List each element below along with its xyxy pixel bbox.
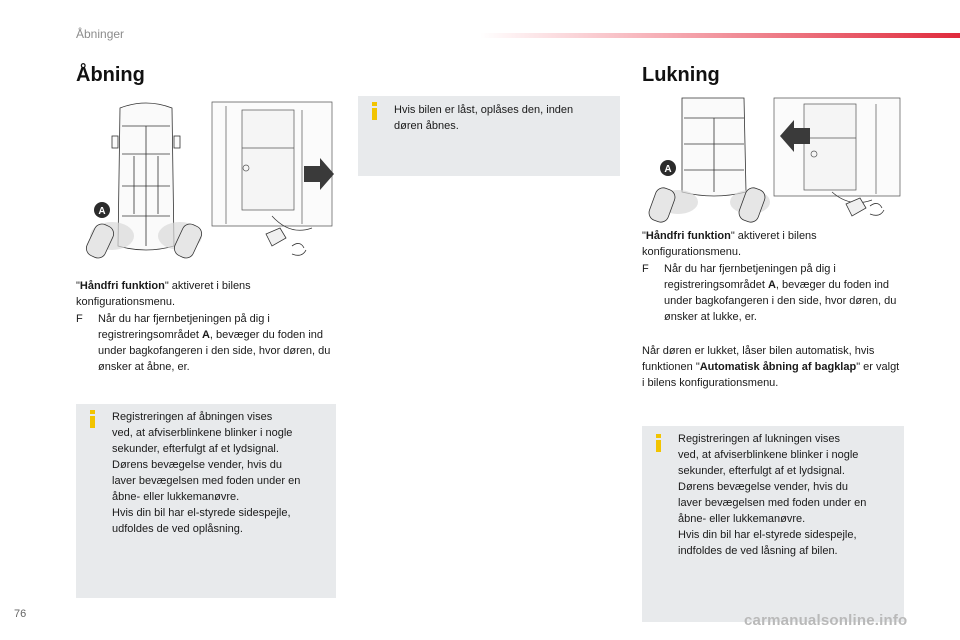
section-label: Åbninger: [76, 27, 125, 41]
opening-instructions: [76, 278, 338, 375]
closing-instructions: [642, 228, 904, 391]
info-locked-text: Hvis bilen er låst, oplåses den, inden døren åbnes.: [394, 104, 574, 132]
zone-label-a: [660, 160, 676, 176]
closing-illustration: [642, 96, 904, 226]
info-closing-text: Registreringen af lukningen vises ved, at afviserblinkene blinker i nogle sekunder, efterfulgt af et lydsignal. Dørens bevægelse vender, hvis du laver bevægelsen med foden under en åbne- eller lukkemanøvre. Hvis din bil har el-styrede sidespejle, indfoldes de ved låsning af bilen.: [678, 433, 867, 557]
closing-auto-lock: Når døren er lukket, låser bilen automatisk, hvis funktionen "Automatisk åbning af bagklap" er valgt i bilens konfigurationsmenu.: [642, 345, 900, 389]
info-box-closing-registration: [642, 426, 904, 622]
info-box-opening-registration: [76, 404, 336, 598]
closing-title: Lukning: [642, 64, 720, 86]
bullet-marker: F: [76, 313, 83, 325]
opening-illustration: [76, 96, 338, 264]
opening-intro: "Håndfri funktion" aktiveret i bilens konfigurationsmenu.: [76, 280, 251, 308]
svg-text:A: A: [664, 164, 672, 175]
zone-label-a: [94, 202, 110, 218]
closing-step: F Når du har fjernbetjeningen på dig i registreringsområdet A, bevæger du foden ind under bagkofangeren i den side, hvor døren, du ønsker at lukke, er.: [642, 263, 897, 323]
watermark: carmanualsonline.info: [744, 612, 908, 629]
closing-intro: "Håndfri funktion" aktiveret i bilens konfigurationsmenu.: [642, 230, 817, 258]
bullet-marker: F: [642, 263, 649, 275]
info-icon: [372, 102, 377, 120]
page-number: 76: [14, 608, 27, 620]
opening-title: Åbning: [76, 64, 145, 86]
van-top-view: [682, 98, 746, 196]
info-opening-text: Registreringen af åbningen vises ved, at afviserblinkene blinker i nogle sekunder, efterfulgt af et lydsignal. Dørens bevægelse vender, hvis du laver bevægelsen med foden under en åbne- eller lukkemanøvre. Hvis din bil har el-styrede sidespejle, udfoldes de ved oplåsning.: [112, 411, 301, 535]
svg-text:A: A: [98, 206, 106, 217]
info-icon: [656, 434, 661, 452]
header-accent-bar: [480, 33, 960, 38]
info-box-locked: [358, 96, 620, 176]
opening-step: F Når du har fjernbetjeningen på dig i registreringsområdet A, bevæger du foden ind under bagkofangeren i den side, hvor døren, du ønsker at åbne, er.: [76, 313, 331, 373]
info-icon: [90, 410, 95, 428]
